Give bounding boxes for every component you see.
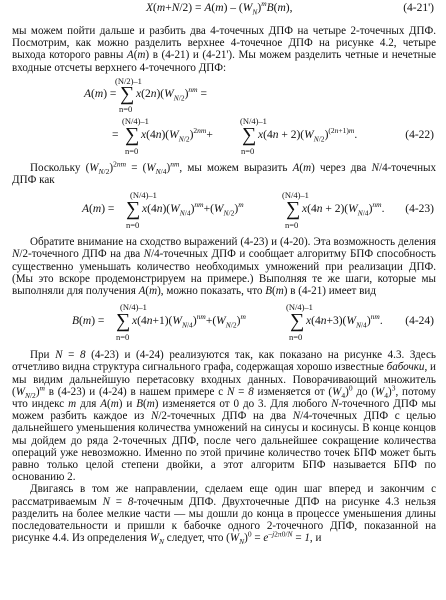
equation-number: (4-24) [405,315,434,328]
paragraph-1: мы можем пойти дальше и разбить два 4-точечных ДПФ на четыре 2-точечных ДПФ. Посмотрим, как можно разделить верхнее 4-точечное ДПФ на рисунке 4.2, четыре выхода которого равны A(m) в (4-21) и (4-21'). Мы можем разделить четные и нечетные входные отсчеты верхнего 4-точечного ДПФ: [12,25,436,74]
paragraph-4: При N = 8 (4-23) и (4-24) реализуются так, как показано на рисунке 4.3. Здесь отчетливо видна структура сигнального графа, содержащая хорошо известные бабочки, и мы видим дальнейшую перетасовку входных данных. Поворачивающий множитель $(W_{N/2})^m$ в (4-23) и (4-24) в нашем примере с N = 8 изменяется от $(W_4)^0$ до $(W_4)^3$, потому что индекс m для A(m) и B(m) изменяется от 0 до 3. Для любого N-точечного ДПФ мы можем разбить каждое из N/2-точечных ДПФ на два N/4-точечных ДПФ с целью дальнейшего уменьшения количества умножений на синусы и косинусы. В конце концов мы дойдем до ряда 2-точечных ДПФ, после чего дальнейшее сокращение количества операций уже невозможно. Именно по этой причине количество точек БПФ может быть равно только целой степени двойки, а этот алгоритм БПФ называется БПФ по основанию 2. [12,349,436,484]
paragraph-3: Обратите внимание на сходство выражений (4-23) и (4-20). Эта возможность деления N/2-точечного ДПФ на два N/4-точечных ДПФ и сообщает алгоритму БПФ способность существенно уменьшать количество необходимых умножений при реализации ДПФ. (Мы это вскоре продемонстрируем на примере.) Выполняя те же шаги, которые мы выполняли для получения A(m), можно показать, что B(m) в (4-21) имеет вид [12,236,436,298]
paragraph-5: Двигаясь в том же направлении, сделаем еще один шаг вперед и закончим с рассматриваемым N = 8-точечным ДПФ. Двухточечные ДПФ на рисунке 4.3 нельзя разделить на более мелкие части — мы дошли до конца в процессе уменьшения длины последовательности и пришли к бабочке одного 2-точечного ДПФ, показанной на рисунке 4.4. Из определения $W_N$ следует, что $(W_N)^0 = e^{-j2\pi 0/N} = 1$, и [12,483,437,547]
equation-number: (4-21') [403,2,434,14]
equation-4-23: (N/4)–1 (N/4)–1 A(m) = ∑ $x(4n)(W_{N/4})^{nm}+(W_{N/2})^m$ ∑ $x(4n + 2)(W_{N/4})^{nm}$. n=0 n=0 (4-23) [82,190,434,231]
equation-4-21-prime: $X(m+N/2) = A(m) - (W_N)^mB(m)$, (4-21') [146,0,434,17]
equation-4-22: (N/2)–1 A(m) = ∑ $x(2n)(W_{N/2})^{nm}$ = n=0 (N/4)–1 (N/4)–1 = ∑ $x(4n)(W_{N/2})^{2nm}+$ ∑ $x(4n + 2)(W_{N/2})^{(2n+1)m}$. n=0 n=0 (4-22) [84,75,434,156]
equation-number: (4-22) [405,128,434,141]
paragraph-2: Поскольку $(W_{N/2})^{2nm} = (W_{N/4})^{nm}$, мы можем выразить A(m) через два N/4-точечных ДПФ как [12,159,437,187]
equation-number: (4-23) [405,203,434,216]
equation-4-24: (N/4)–1 (N/4)–1 B(m) = ∑ $x(4n+1)(W_{N/4})^{nm}+(W_{N/2})^m$ ∑ $x(4n+3)(W_{N/4})^{nm}$. n=0 n=0 (4-24) [72,302,434,343]
